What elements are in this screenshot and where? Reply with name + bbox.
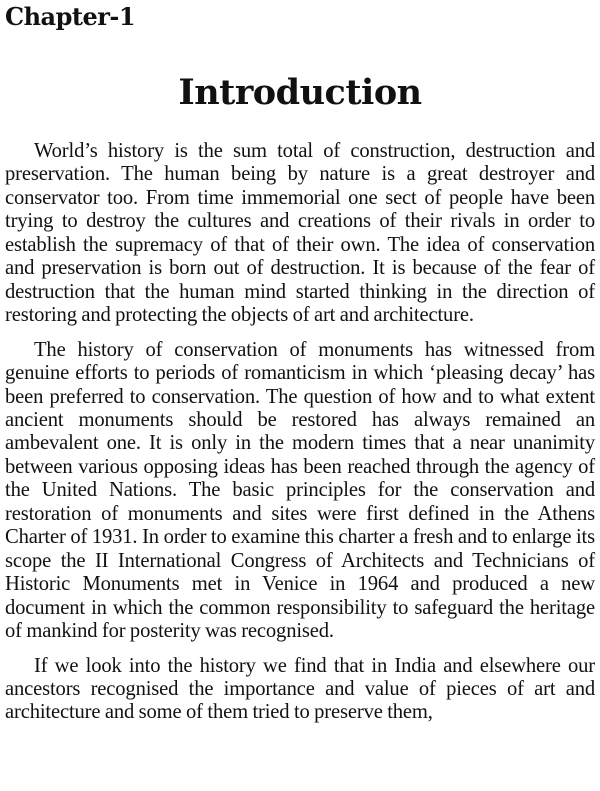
body-text (5, 140, 595, 736)
paragraph-2: The history of conservation of monuments has witnessed from genuine efforts to periods of romanticism in which ‘pleasing decay’ has been preferred to conservation. The question of how and to what extent ancient monuments should be restored has always remained an ambevalent one. It is only in the modern times that a near unanimity between various opposing ideas has been reached through the agency of the United Nations. The basic principles for the conservation and restoration of monuments and sites were first defined in the Athens Charter of 1931. In order to examine this charter a fresh and to enlarge its scope the II International Congress of Architects and Technicians of Historic Monuments met in Venice in 1964 and produced a new document in which the common responsibility to safeguard the heritage of mankind for posterity was recognised. (5, 338, 595, 643)
chapter-title: Introduction (178, 72, 422, 113)
paragraph-1: World’s history is the sum total of construction, destruction and preservation. The human being by nature is a great destroyer and conservator too. From time immemorial one sect of people have been trying to destroy the cultures and creations of their rivals in order to establish the supremacy of that of their own. The idea of conservation and preservation is born out of destruction. It is because of the fear of destruction that the human mind started thinking in the direction of restoring and protecting the objects of art and architecture. (5, 140, 595, 327)
chapter-label: Chapter-1 (5, 2, 136, 31)
paragraph-3: If we look into the history we find that in India and elsewhere our ancestors recognised the importance and value of pieces of art and architecture and some of them tried to preserve them, (5, 654, 595, 724)
